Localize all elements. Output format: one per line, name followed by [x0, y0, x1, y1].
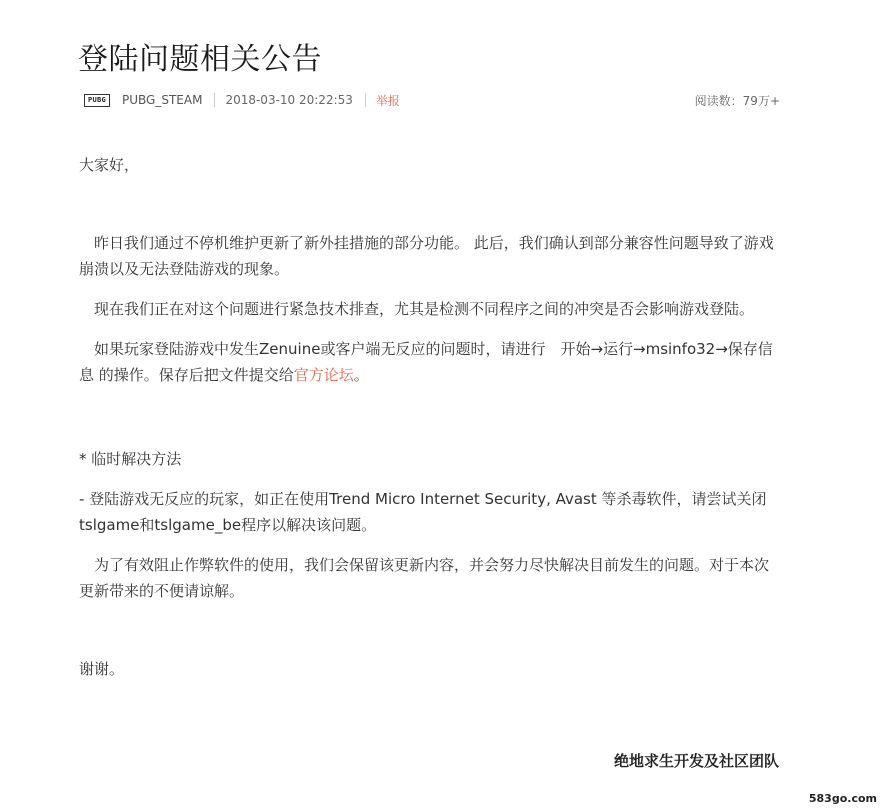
paragraph: 如果玩家登陆游戏中发生Zenuine或客户端无反应的问题时，请进行 开始→运行→msinfo32→保存信息 的操作。保存后把文件提交给官方论坛。	[79, 340, 773, 384]
paragraph: 为了有效阻止作弊软件的使用，我们会保留该更新内容，并会努力尽快解决目前发生的问题。对于本次更新带来的不便请谅解。	[79, 556, 770, 600]
signature: 绝地求生开发及社区团队	[613, 752, 779, 770]
publish-date: 2018-03-10 20:22:53	[225, 93, 353, 107]
paragraph: 现在我们正在对这个问题进行紧急技术排查，尤其是检测不同程序之间的冲突是否会影响游戏登陆。	[94, 300, 755, 318]
pubg-logo-icon: PUBG	[84, 94, 110, 107]
article-body	[79, 152, 779, 682]
view-count: 阅读数：79万+	[694, 93, 780, 108]
meta-divider	[365, 93, 366, 107]
official-forum-link[interactable]: 官方论坛	[293, 366, 354, 384]
greeting: 大家好，	[79, 156, 140, 174]
article-meta	[84, 90, 780, 110]
author-name[interactable]: PUBG_STEAM	[122, 93, 203, 107]
meta-divider	[214, 93, 215, 107]
section-heading: * 临时解决方法	[79, 450, 182, 468]
paragraph: - 登陆游戏无反应的玩家，如正在使用Trend Micro Internet Security, Avast 等杀毒软件，请尝试关闭tslgame和tslgame_be程序以解决该问题。	[79, 490, 767, 534]
watermark: 583go.com	[808, 792, 877, 805]
paragraph: 昨日我们通过不停机维护更新了新外挂措施的部分功能。 此后，我们确认到部分兼容性问题导致了游戏崩溃以及无法登陆游戏的现象。	[79, 234, 774, 278]
page-title: 登陆问题相关公告	[78, 42, 322, 77]
report-link[interactable]: 举报	[375, 93, 400, 108]
thanks: 谢谢。	[79, 660, 125, 678]
